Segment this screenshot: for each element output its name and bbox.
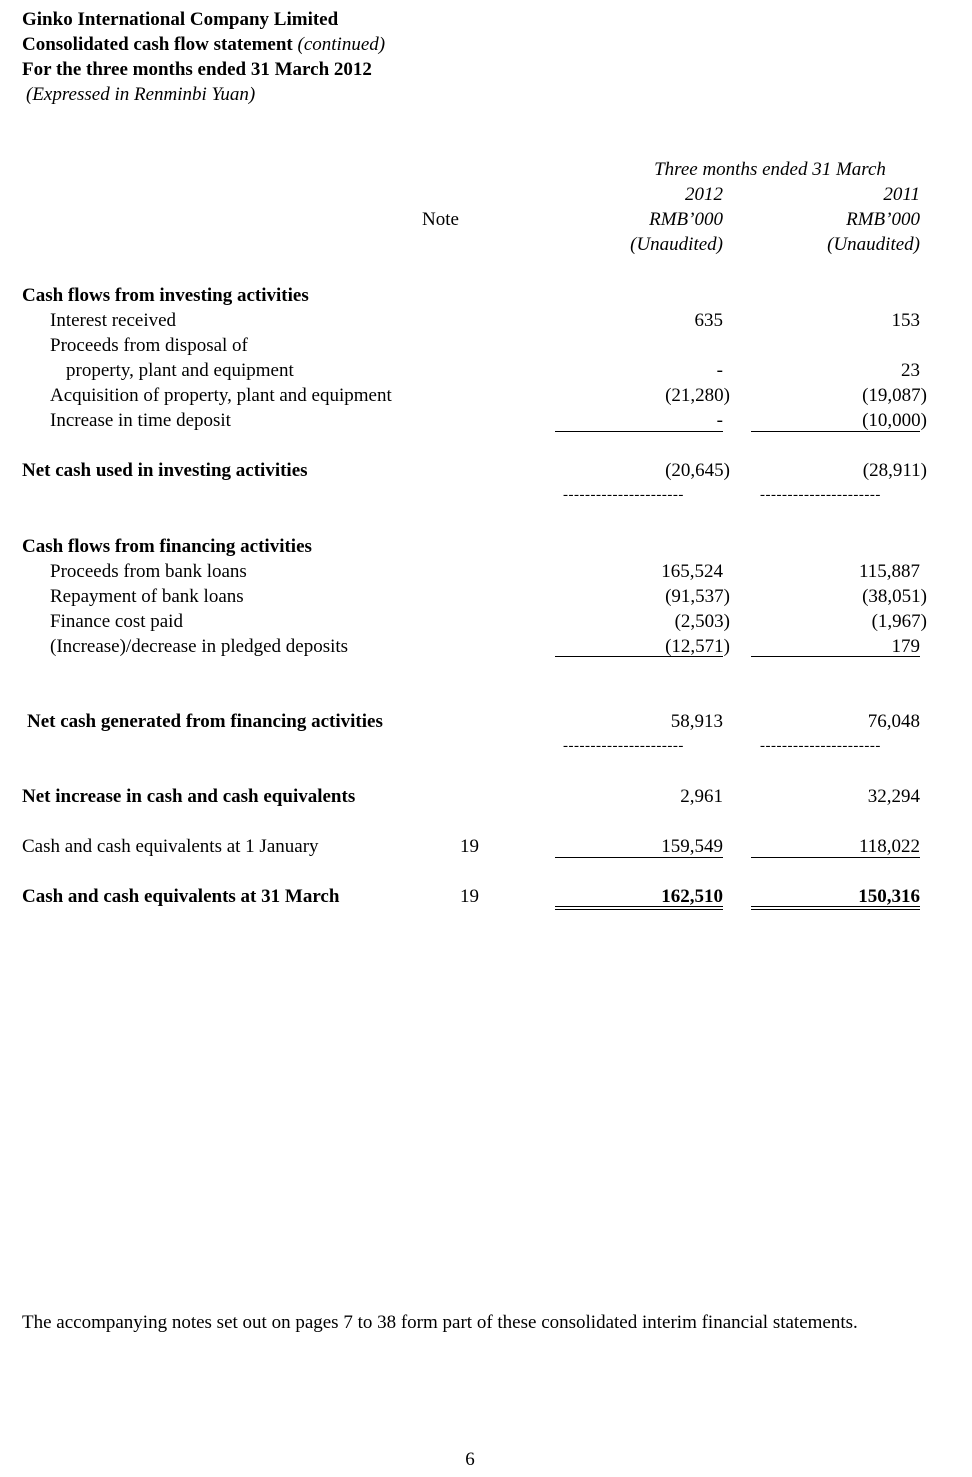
net-increase-2012: 2,961: [680, 786, 723, 807]
line-item-value-2011: (38,051): [862, 586, 927, 607]
line-item-label: Proceeds from disposal of: [50, 335, 248, 356]
financing-total-label: Net cash generated from financing activities: [27, 711, 383, 732]
column-unit-2012: RMB’000: [649, 209, 723, 230]
investing-total-2011: (28,911): [862, 460, 927, 481]
statement-title: [22, 33, 385, 57]
closing-balance-note: 19: [460, 886, 479, 907]
line-item-label: property, plant and equipment: [66, 360, 294, 381]
currency-note: (Expressed in Renminbi Yuan): [26, 84, 256, 105]
page-number: 6: [465, 1449, 475, 1470]
column-group-label: Three months ended 31 March: [654, 159, 886, 180]
dashed-separator: ----------------------: [760, 487, 881, 503]
subtotal-rule-2012: [555, 431, 723, 432]
column-year-2012: 2012: [685, 184, 723, 205]
line-item-value-2012: 635: [694, 310, 723, 331]
line-item-label: Repayment of bank loans: [50, 586, 244, 607]
investing-total-2012: (20,645): [665, 460, 730, 481]
dashed-separator: ----------------------: [563, 738, 684, 754]
line-item-value-2012: (91,537): [665, 586, 730, 607]
opening-balance-2011: 118,022: [858, 836, 920, 857]
footer-note: The accompanying notes set out on pages 7 to 38 form part of these consolidated interim financial statements.: [22, 1312, 858, 1333]
line-item-value-2011: (19,087): [862, 385, 927, 406]
line-item-value-2011: 23: [901, 360, 920, 381]
total-double-rule-2011: [751, 906, 920, 910]
subtotal-rule-2012: [555, 656, 723, 657]
dashed-separator: ----------------------: [563, 487, 684, 503]
line-item-value-2012: 165,524: [661, 561, 723, 582]
column-year-2011: 2011: [883, 184, 920, 205]
line-item-value-2011: (10,000): [862, 410, 927, 431]
total-double-rule-2012: [555, 906, 723, 910]
line-item-label: Interest received: [50, 310, 177, 331]
line-item-value-2012: (21,280): [665, 385, 730, 406]
line-item-label: (Increase)/decrease in pledged deposits: [50, 636, 349, 657]
line-item-value-2012: -: [716, 360, 723, 381]
line-item-label: Increase in time deposit: [50, 410, 231, 431]
line-item-value-2011: 153: [891, 310, 920, 331]
line-item-value-2011: 179: [891, 636, 920, 657]
column-status-2011: (Unaudited): [827, 234, 920, 255]
investing-total-label: Net cash used in investing activities: [22, 460, 308, 481]
line-item-label: Finance cost paid: [50, 611, 183, 632]
line-item-value-2011: 115,887: [858, 561, 920, 582]
dashed-separator: ----------------------: [760, 738, 881, 754]
column-status-2012: (Unaudited): [630, 234, 723, 255]
company-name: Ginko International Company Limited: [22, 9, 339, 30]
line-item-label: Acquisition of property, plant and equipment: [50, 385, 392, 406]
net-increase-2011: 32,294: [867, 786, 920, 807]
opening-balance-note: 19: [460, 836, 479, 857]
column-unit-2011: RMB’000: [846, 209, 920, 230]
opening-balance-2012: 159,549: [661, 836, 723, 857]
net-increase-label: Net increase in cash and cash equivalents: [22, 786, 356, 807]
investing-heading: Cash flows from investing activities: [22, 285, 309, 306]
line-item-value-2012: -: [716, 410, 723, 431]
statement-title-suffix: (continued): [297, 34, 386, 55]
line-item-value-2012: (12,571): [665, 636, 730, 657]
financing-heading: Cash flows from financing activities: [22, 536, 312, 557]
subtotal-rule-2011: [751, 857, 920, 858]
subtotal-rule-2011: [751, 431, 920, 432]
statement-title-text: Consolidated cash flow statement: [22, 34, 293, 55]
closing-balance-2012: 162,510: [661, 886, 723, 907]
subtotal-rule-2012: [555, 857, 723, 858]
period-title: For the three months ended 31 March 2012: [22, 59, 372, 80]
subtotal-rule-2011: [751, 656, 920, 657]
financing-total-2011: 76,048: [867, 711, 920, 732]
opening-balance-label: Cash and cash equivalents at 1 January: [22, 836, 319, 857]
line-item-label: Proceeds from bank loans: [50, 561, 247, 582]
financing-total-2012: 58,913: [670, 711, 723, 732]
line-item-value-2011: (1,967): [871, 611, 927, 632]
closing-balance-2011: 150,316: [858, 886, 920, 907]
closing-balance-label: Cash and cash equivalents at 31 March: [22, 886, 340, 907]
note-column-label: Note: [422, 209, 459, 230]
line-item-value-2012: (2,503): [674, 611, 730, 632]
